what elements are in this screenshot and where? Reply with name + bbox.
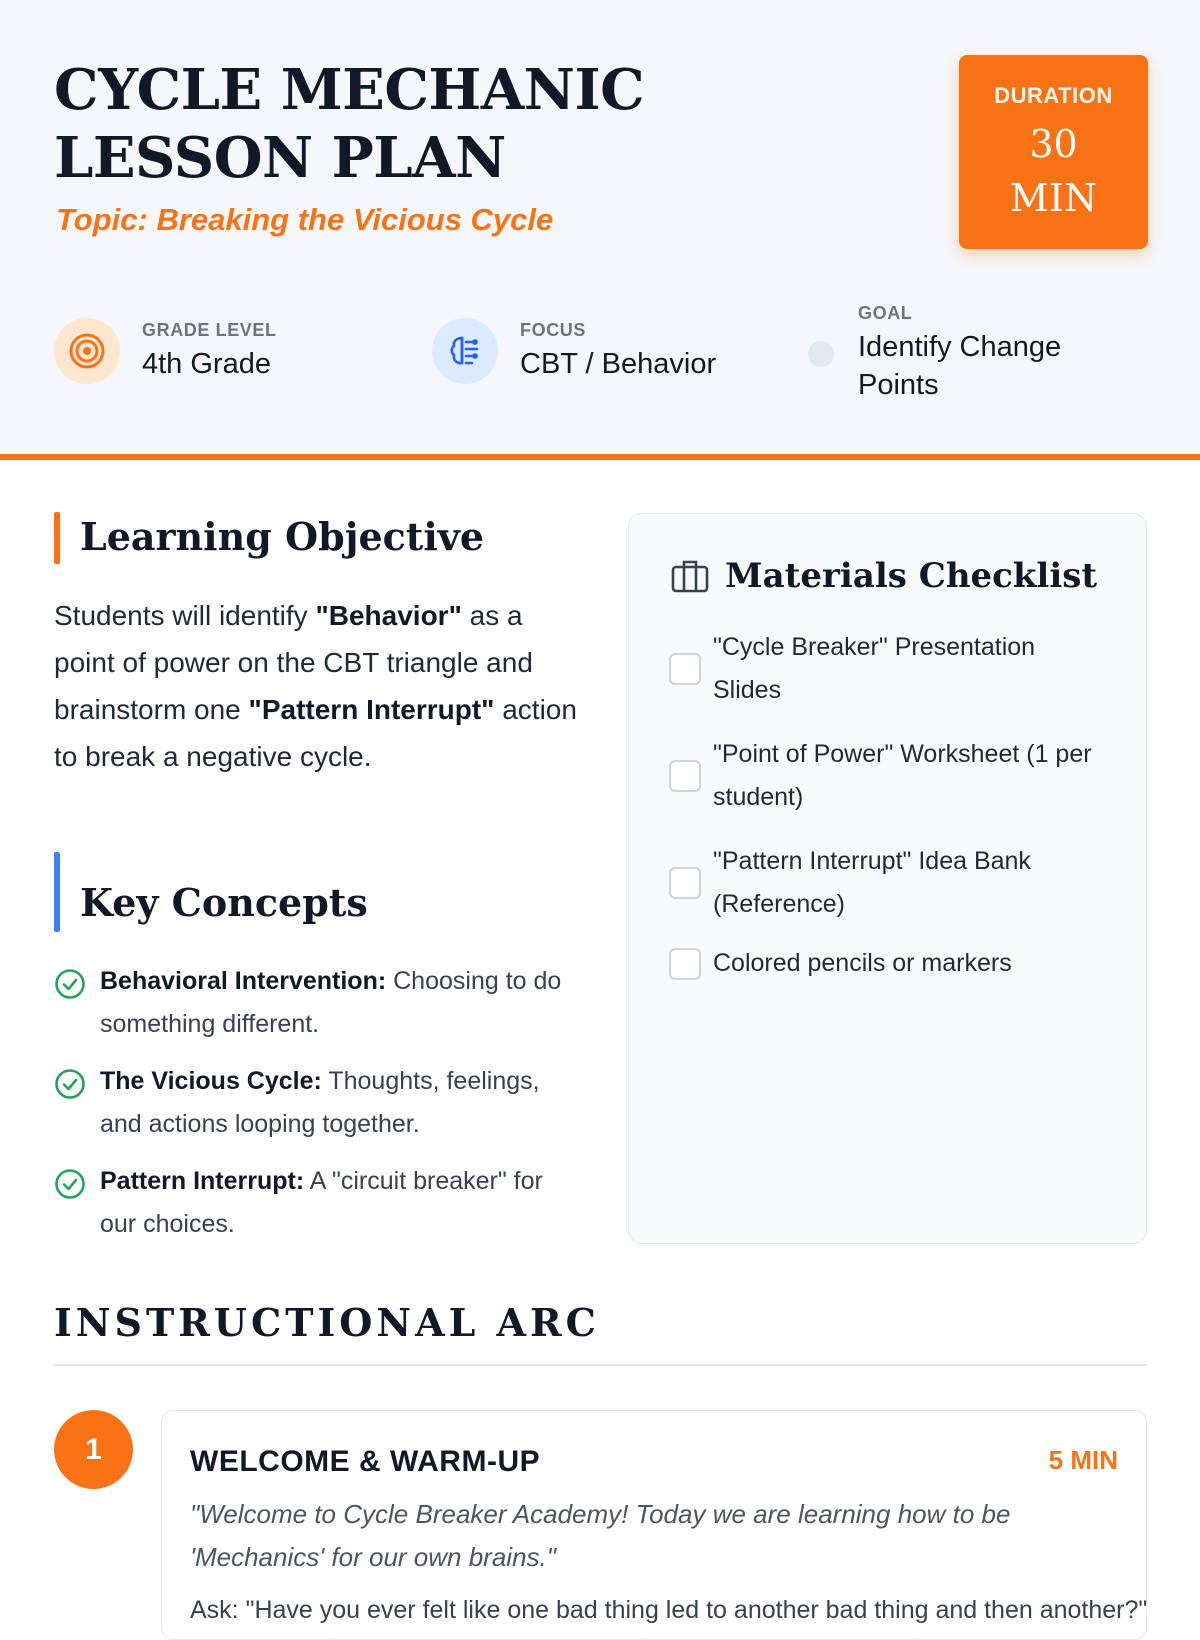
meta-label: GOAL	[858, 303, 913, 323]
concept-definition: A "circuit breaker" for our choices.	[100, 1167, 543, 1238]
meta-value: Identify Change Points	[858, 331, 1062, 401]
check-circle-icon	[54, 1068, 86, 1100]
briefcase-icon	[671, 559, 709, 593]
arc-step-card	[161, 1410, 1147, 1640]
material-item[interactable]	[669, 626, 1109, 712]
concept-definition: Thoughts, feelings, and actions looping together.	[100, 1067, 540, 1138]
target-icon	[54, 318, 120, 384]
material-checkbox[interactable]	[669, 948, 701, 980]
concept-definition: Choosing to do something different.	[100, 967, 562, 1038]
concept-item	[54, 1060, 574, 1146]
objective-title: Learning Objective	[80, 514, 485, 559]
concept-item	[54, 960, 574, 1046]
concept-term: Behavioral Intervention:	[100, 967, 387, 995]
materials-checklist-card	[628, 513, 1147, 1244]
concept-item	[54, 1160, 574, 1246]
instructional-arc-title: INSTRUCTIONAL ARC	[54, 1300, 600, 1345]
meta-label: FOCUS	[520, 319, 586, 340]
concept-term: Pattern Interrupt:	[100, 1167, 305, 1195]
material-checkbox[interactable]	[669, 760, 701, 792]
material-label: Colored pencils or markers	[713, 949, 1012, 977]
brain-icon	[432, 318, 498, 384]
duration-badge	[959, 55, 1148, 249]
material-item[interactable]	[669, 733, 1109, 819]
dot-icon	[808, 341, 834, 367]
step-instruction: Ask: "Have you ever felt like one bad thing led to another bad thing and then another?"	[190, 1596, 1148, 1624]
material-checkbox[interactable]	[669, 653, 701, 685]
material-item[interactable]	[669, 840, 1109, 926]
meta-goal	[808, 303, 1108, 404]
material-label: "Cycle Breaker" Presentation Slides	[713, 633, 1036, 704]
meta-value: 4th Grade	[142, 347, 271, 380]
concept-term: The Vicious Cycle:	[100, 1067, 322, 1095]
meta-label: GRADE LEVEL	[142, 319, 277, 340]
materials-title: Materials Checklist	[725, 556, 1098, 596]
step-number-badge: 1	[54, 1410, 133, 1489]
objective-text: Students will identify "Behavior" as a point of power on the CBT triangle and brainstorm one "Pattern Interrupt" action to break a negative cycle.	[54, 600, 577, 772]
objective-highlight: "Pattern Interrupt"	[248, 694, 495, 725]
material-checkbox[interactable]	[669, 867, 701, 899]
material-label: "Point of Power" Worksheet (1 per student)	[713, 740, 1092, 811]
lesson-header	[0, 0, 1200, 460]
material-label: "Pattern Interrupt" Idea Bank (Reference)	[713, 847, 1031, 918]
section-accent-bar	[54, 852, 60, 932]
step-duration: 5 MIN	[1048, 1445, 1118, 1475]
divider	[54, 1364, 1147, 1366]
step-script-quote: "Welcome to Cycle Breaker Academy! Today we are learning how to be 'Mechanics' for our own brains."	[190, 1499, 1011, 1572]
material-item[interactable]	[669, 942, 1109, 985]
duration-label: DURATION	[994, 83, 1113, 108]
step-title: WELCOME & WARM-UP	[190, 1445, 541, 1478]
meta-grade-level	[54, 318, 277, 384]
duration-value: 30 MIN	[1009, 122, 1098, 220]
page-title: CYCLE MECHANIC LESSON PLAN	[54, 57, 645, 191]
meta-value: CBT / Behavior	[520, 347, 717, 380]
key-concepts-title: Key Concepts	[80, 880, 368, 925]
check-circle-icon	[54, 968, 86, 1000]
objective-highlight: "Behavior"	[315, 600, 462, 631]
check-circle-icon	[54, 1168, 86, 1200]
lesson-topic: Topic: Breaking the Vicious Cycle	[56, 202, 554, 237]
meta-focus	[432, 318, 716, 384]
section-accent-bar	[54, 512, 60, 564]
